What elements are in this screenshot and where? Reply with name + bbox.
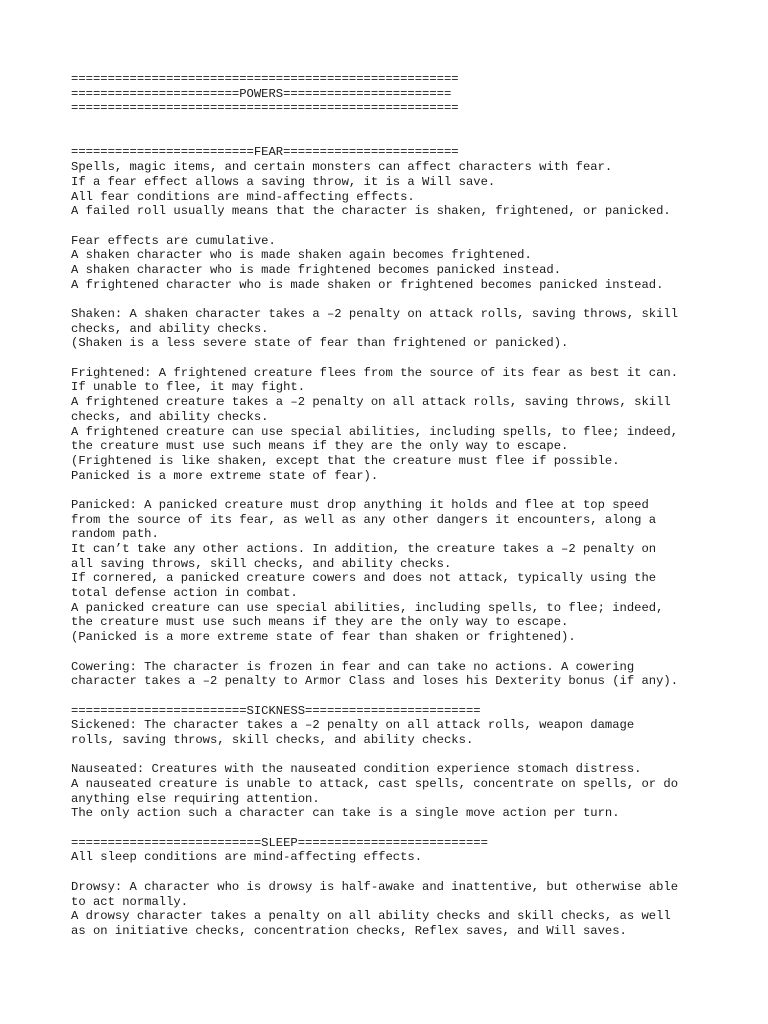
text-line: The only action such a character can take is a single move action per turn. (71, 806, 620, 821)
text-line: from the source of its fear, as well as any other dangers it encounters, along a (71, 512, 657, 527)
text-line: (Shaken is a less severe state of fear than frightened or panicked). (71, 336, 569, 351)
text-line (71, 219, 731, 234)
text-line: =========================FEAR======================== (71, 145, 459, 160)
text-line: character takes a –2 penalty to Armor Class and loses his Dexterity bonus (if any). (71, 674, 679, 689)
text-line: anything else requiring attention. (71, 791, 320, 806)
text-line (71, 116, 731, 131)
text-line: to act normally. (71, 894, 189, 909)
text-line: If a fear effect allows a saving throw, it is a Will save. (71, 174, 496, 189)
text-line (71, 645, 731, 660)
text-line: (Frightened is like shaken, except that the creature must flee if possible. (71, 453, 620, 468)
text-line: All sleep conditions are mind-affecting effects. (71, 850, 423, 865)
text-line: ===================================================== (71, 72, 459, 86)
text-line: checks, and ability checks. (71, 321, 269, 336)
text-line: ========================SICKNESS======================== (71, 703, 481, 718)
text-line: Fear effects are cumulative. (71, 233, 276, 248)
text-line: A panicked creature can use special abilities, including spells, to flee; indeed, (71, 600, 664, 615)
text-line: A failed roll usually means that the character is shaken, frightened, or panicked. (71, 204, 671, 219)
text-line: Cowering: The character is frozen in fear and can take no actions. A cowering (71, 659, 635, 674)
text-line: Panicked is a more extreme state of fear). (71, 468, 379, 483)
text-line: It can’t take any other actions. In addition, the creature takes a –2 penalty on (71, 542, 657, 556)
text-line: as on initiative checks, concentration checks, Reflex saves, and Will saves. (71, 923, 627, 938)
text-line: (Panicked is a more extreme state of fear than shaken or frightened). (71, 630, 576, 645)
text-line: A shaken character who is made frightened becomes panicked instead. (71, 262, 562, 277)
text-line: Shaken: A shaken character takes a –2 penalty on attack rolls, saving throws, skill (71, 307, 679, 321)
text-line (71, 483, 731, 498)
text-line: the creature must use such means if they are the only way to escape. (71, 615, 569, 630)
text-line (71, 865, 731, 880)
document-text (71, 72, 731, 939)
text-line: A nauseated creature is unable to attack, cast spells, concentrate on spells, or do (71, 777, 679, 791)
text-line: Drowsy: A character who is drowsy is half-awake and inattentive, but otherwise able (71, 879, 679, 894)
text-line: A frightened character who is made shaken or frightened becomes panicked instead. (71, 277, 664, 292)
text-line: the creature must use such means if they are the only way to escape. (71, 439, 569, 454)
text-line: Spells, magic items, and certain monsters can affect characters with fear. (71, 160, 613, 175)
text-line (71, 131, 731, 146)
text-line: random path. (71, 527, 159, 542)
text-line (71, 821, 731, 836)
text-line: A frightened creature can use special abilities, including spells, to flee; indeed, (71, 424, 679, 439)
text-line: Nauseated: Creatures with the nauseated condition experience stomach distress. (71, 762, 642, 777)
text-line: A shaken character who is made shaken again becomes frightened. (71, 248, 532, 263)
text-line: A drowsy character takes a penalty on all ability checks and skill checks, as well (71, 909, 671, 924)
text-line: If cornered, a panicked creature cowers and does not attack, typically using the (71, 571, 657, 586)
text-line: Sickened: The character takes a –2 penalty on all attack rolls, weapon damage (71, 718, 635, 733)
text-line (71, 292, 731, 307)
text-line: total defense action in combat. (71, 586, 298, 601)
text-line: rolls, saving throws, skill checks, and ability checks. (71, 732, 474, 747)
text-line: If unable to flee, it may fight. (71, 380, 306, 395)
text-line: ==========================SLEEP========================== (71, 835, 488, 850)
text-line (71, 748, 731, 763)
text-line: ===================================================== (71, 101, 459, 116)
text-line: All fear conditions are mind-affecting effects. (71, 189, 415, 204)
text-line: Frightened: A frightened creature flees from the source of its fear as best it can. (71, 365, 679, 380)
text-line (71, 689, 731, 704)
text-line: Panicked: A panicked creature must drop anything it holds and flee at top speed (71, 497, 649, 512)
text-line: checks, and ability checks. (71, 409, 269, 424)
text-line: =======================POWERS======================= (71, 86, 452, 101)
text-line (71, 351, 731, 366)
text-line: all saving throws, skill checks, and ability checks. (71, 556, 452, 571)
text-line: A frightened creature takes a –2 penalty on all attack rolls, saving throws, skill (71, 395, 671, 410)
